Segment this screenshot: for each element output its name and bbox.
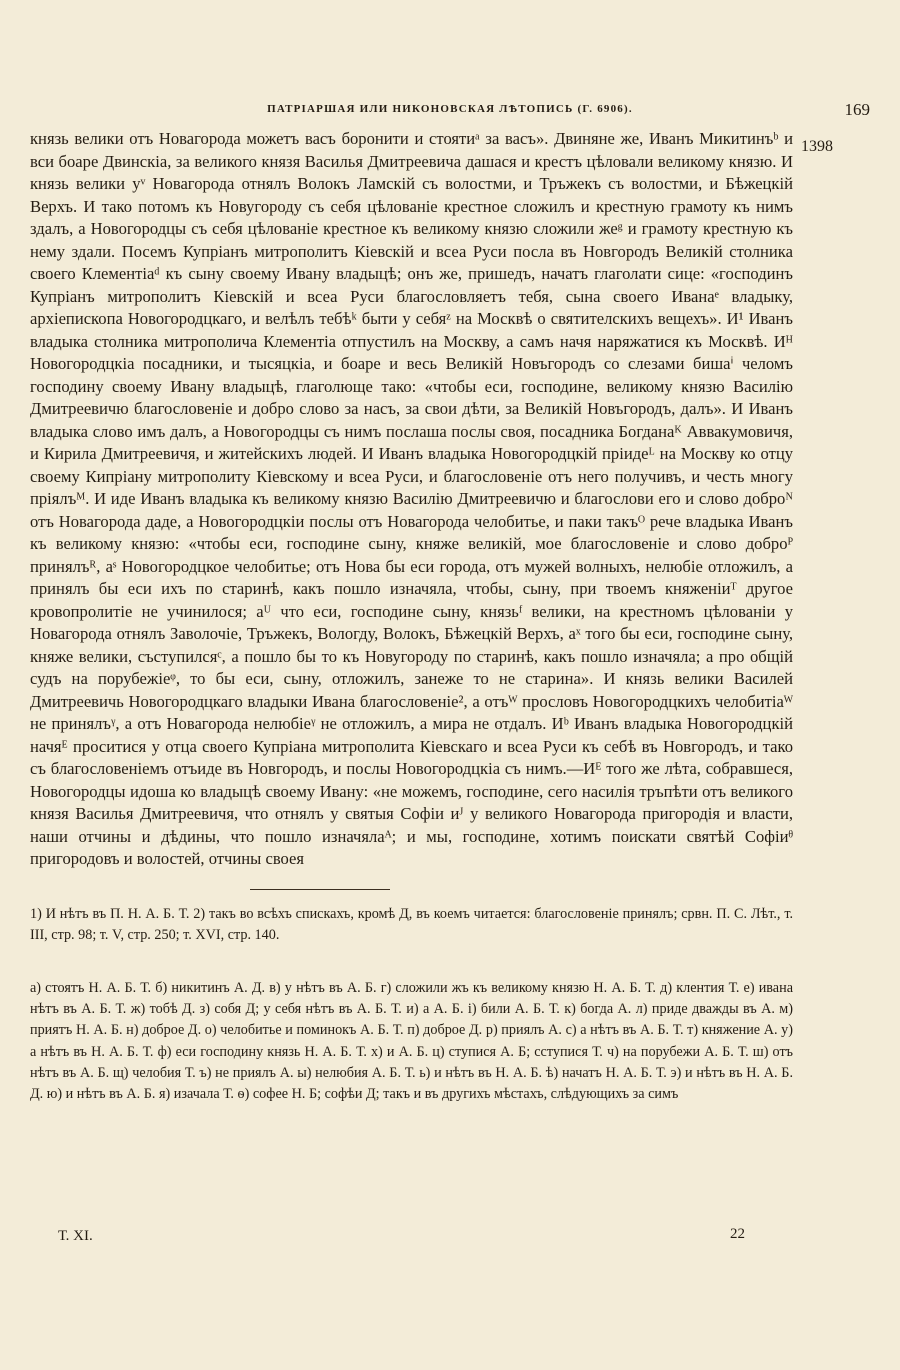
running-title: ПАТРІАРШАЯ ИЛИ НИКОНОВСКАЯ ЛѢТОПИСЬ (Г. 6906). xyxy=(267,103,633,115)
chronicle-text: князь велики отъ Новагорода можетъ васъ боронити и стоятиᵃ за васъ». Двиняне же, Иванъ Микитинъᵇ и вси боаре Двинскіа, за великого князя Василья Дмитреевича дашася и крестъ цѣловали великому князю. И князь велики уᵛ Новагорода отнялъ Волокъ Ламскій съ волостми, и Тръжекъ съ волостми, и Бѣжецкій Верхъ. И тако потомъ къ Новугороду съ себя цѣлованіе крестное сложилъ и крестную грамоту къ нимъ здалъ, а Новогородцы съ себя цѣлованіе крестное къ великому князю сложили жеᵍ и грамоту крестную къ нему здали. Посемъ Купріанъ митрополитъ Кіевскій и всеа Руси посла въ Новгородъ Великій столника своего Клементіаᵈ къ сыну своему Ивану владыцѣ; онъ же, пришедъ, начатъ глаголати сице: «господинъ Купріанъ митрополитъ Кіевскій и всеа Руси благословляетъ тебя, сына своего Иванаᵉ владыку, архіепископа Новогородцкаго, и велѣлъ тебѣᵏ быти у себяᶻ на Москвѣ о святителскихъ вещехъ». И¹ Иванъ владыка столника митрополича Клементіа отпустилъ на Москву, а самъ начя наряжатися къ Москвѣ. Иᴴ Новогородцкіа посадники, и тысяцкіа, и боаре и весь Великій Новъгородъ со слезами бишаⁱ челомъ господину своему Ивану владыцѣ, глаголюще тако: «чтобы еси, господине, великому князю Василію Дмитреевичю благословеніе и добро слово за насъ, за свои дѣти, за Великій Новъгородъ, далъ». И Иванъ владыка слово имъ далъ, а Новогородцы съ нимъ послаша послы своя, посадника Богданаᴷ Аввакумовичя, и Кирила Дмитреевичя, и житейскихъ людей. И Иванъ владыка Новогородцкій пріидеᴸ на Москву ко отцу своему Кипріану митрополиту Кіевскому и всеа Руси, и благословеніе отъ него получивъ, и честь многу пріялъᴹ. И иде Иванъ владыка къ великому князю Василію Дмитреевичю и благослови его и слово доброᴺ отъ Новагорода даде, а Новогородцкіи послы отъ Новагорода челобитье, и паки такъᴼ рече владыка Иванъ къ великому князю: «чтобы еси, господине сыну, княже великій, мое благословеніе и слово доброᴾ принялъᴿ, аˢ Новогородцкое челобитье; отъ Нова бы еси города, отъ мужей волныхъ, нелюбіе отложилъ, а принялъ бы еси ихъ по старинѣ, какъ пошло изначяла, чтобы, сыну, при твоемъ княженіиᵀ другое кровопролитіе не учинилося; аᵁ что еси, господине сыну, князьᶠ велики, на крестномъ цѣлованіи у Новагорода отнялъ Заволочіе, Тръжекъ, Вологду, Волокъ, Бѣжецкій Верхъ, аˣ того бы еси, господине сыну, княже велики, съступилсяᶜ, а пошло бы то къ Новугороду по старинѣ, какъ пошло изначяла; а про общій судъ на порубежіеᵠ, то бы еси, сыну, отложилъ, занеже то не старина». И князь велики Василей Дмитреевичь Новогородцкаго владыки Ивана благословеніе², а отъᵂ прословъ Новогородцкихъ челобитіаᵂ не принялъᵞ, а отъ Новагорода нелюбіеᵞ не отложилъ, а мира не отдалъ. Иᵇ Иванъ владыка Новогородцкій начяᴱ проситися у отца своего Купріана митрополита Кіевскаго и всеа Руси къ себѣ въ Новгородъ, и тако съ благословеніемъ отъиде въ Новгородъ, и послы Новогородцкіа съ нимъ.—Иᴱ того же лѣта, собравшеся, Новогородцы идоша ко владыцѣ своему Ивану: «не можемъ, господине, сего насилія тръпѣти отъ великого князя Василья Дмитреевичя, что отнялъ у святыя Софіи иᴶ у великого Новагорода пригородія и власти, наши отчины и дѣдины, что пошло изначялаᴬ; и мы, господине, хотимъ поискати святѣй Софіиᶿ пригородовъ и волостей, отчины своея xyxy=(30,129,793,868)
volume-mark: Т. XI. xyxy=(58,1228,93,1244)
running-head xyxy=(30,100,870,124)
numbered-footnotes: 1) И нѣтъ въ П. Н. А. Б. Т. 2) такъ во всѣхъ спискахъ, кромѣ Д, въ коемъ читается: благословеніе принялъ; срвн. П. С. Лѣт., т. III, стр. 98; т. V, стр. 250; т. XVI, стр. 140. xyxy=(30,906,793,944)
variant-readings: а) стоятъ Н. А. Б. Т. б) никитинъ А. Д. в) у нѣтъ въ А. Б. г) сложили жъ къ великому князю Н. А. Б. Т. д) клентия Т. е) ивана нѣтъ въ А. Б. Т. ж) тобѣ Д. з) собя Д; у себя нѣтъ въ А. Б. Т. и) а А. Б. і) били А. Б. Т. к) богда А. л) приде дважды въ А. м) приятъ Н. А. Б. н) доброе Д. о) челобитье и поминокъ А. Б. Т. п) доброе Д. р) приялъ А. с) а нѣтъ въ А. Б. Т. т) княжение А. у) а нѣтъ въ Н. А. Б. Т. ф) еси господину князь Н. А. Б. Т. х) и А. Б. ц) ступися А. Б; сступися Т. ч) на порубежи А. Б. Т. ш) отъ нѣтъ въ А. Б. щ) челобия Т. ъ) не приялъ А. ы) нелюбия А. Б. Т. ь) и нѣтъ въ Н. А. Б. ѣ) начатъ Н. А. Б. Т. э) и нѣтъ въ Н. А. Б. Д. ю) и нѣтъ въ А. Б. я) изачала Т. ѳ) софее Н. Б; софѣи Д; такъ и въ другихъ мѣстахъ, слѣдующихъ за симъ xyxy=(30,980,793,1103)
page-number: 169 xyxy=(844,100,870,119)
sheet-signature: 22 xyxy=(730,1226,745,1242)
footnote-separator xyxy=(250,889,390,890)
margin-year: 1398 xyxy=(801,138,833,155)
